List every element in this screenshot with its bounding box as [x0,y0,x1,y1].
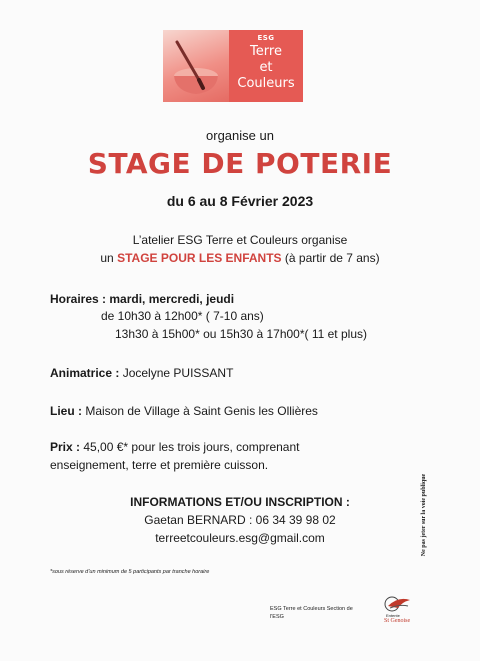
emblem-logo [380,594,420,624]
side-note [417,465,431,565]
intro-line-1: L’atelier ESG Terre et Couleurs organise [132,233,348,247]
horaires-slot-2: 13h30 à 15h00* ou 15h30 à 17h00*( 11 et plus) [115,327,367,341]
footer-line-2: l'ESG [270,614,284,620]
horaires-label: Horaires : [50,292,107,306]
animatrice-row [50,366,233,380]
intro-line-2 [0,251,480,265]
horaires-row [50,292,234,306]
bowl-brush-icon [163,30,229,102]
logo-line-2: et [259,60,273,75]
lieu-value: Maison de Village à Saint Genis les Ollières [85,404,318,418]
dates-text: du 6 au 8 Février 2023 [166,193,314,209]
prix-label: Prix : [50,440,81,454]
prix-row [50,440,299,454]
logo-line-3: Couleurs [237,76,295,91]
emblem-name: St Genoise [384,618,411,624]
intro-post: (à partir de 7 ans) [284,251,380,265]
footnote: *sous réserve d’un minimum de 5 participants par tranche horaire [50,569,210,575]
contact-title: INFORMATIONS ET/OU INSCRIPTION : [130,495,350,509]
contact-phone: Gaetan BERNARD : 06 34 39 98 02 [144,513,336,527]
horaires-slot-1: de 10h30 à 12h00* ( 7-10 ans) [101,309,264,323]
intro-highlight: STAGE POUR LES ENFANTS [117,251,282,265]
logo-esg: ESG [257,34,275,42]
emblem-small: Entente [386,613,400,618]
logo-line-1: Terre [250,44,282,59]
bird-icon [380,594,420,614]
prix-value-2: enseignement, terre et première cuisson. [50,458,269,472]
prix-value-1: 45,00 €* pour les trois jours, comprenant [83,440,300,454]
contact-email: terreetcouleurs.esg@gmail.com [155,531,325,545]
logo-text-block [229,30,303,102]
pottery-logo-image [163,30,229,102]
footer-line-1: ESG Terre et Couleurs Section de [270,606,353,612]
horaires-days: mardi, mercredi, jeudi [109,292,235,306]
logo [163,30,303,102]
animatrice-value: Jocelyne PUISSANT [122,366,234,380]
footer-text [270,605,370,621]
side-note-text: Ne pas jeter sur la voie publique [421,473,427,557]
intro-pre: un [100,251,114,265]
page-title: STAGE DE POTERIE [87,147,393,180]
organise-text: organise un [206,128,274,143]
lieu-row [50,404,318,418]
animatrice-label: Animatrice : [50,366,120,380]
lieu-label: Lieu : [50,404,82,418]
